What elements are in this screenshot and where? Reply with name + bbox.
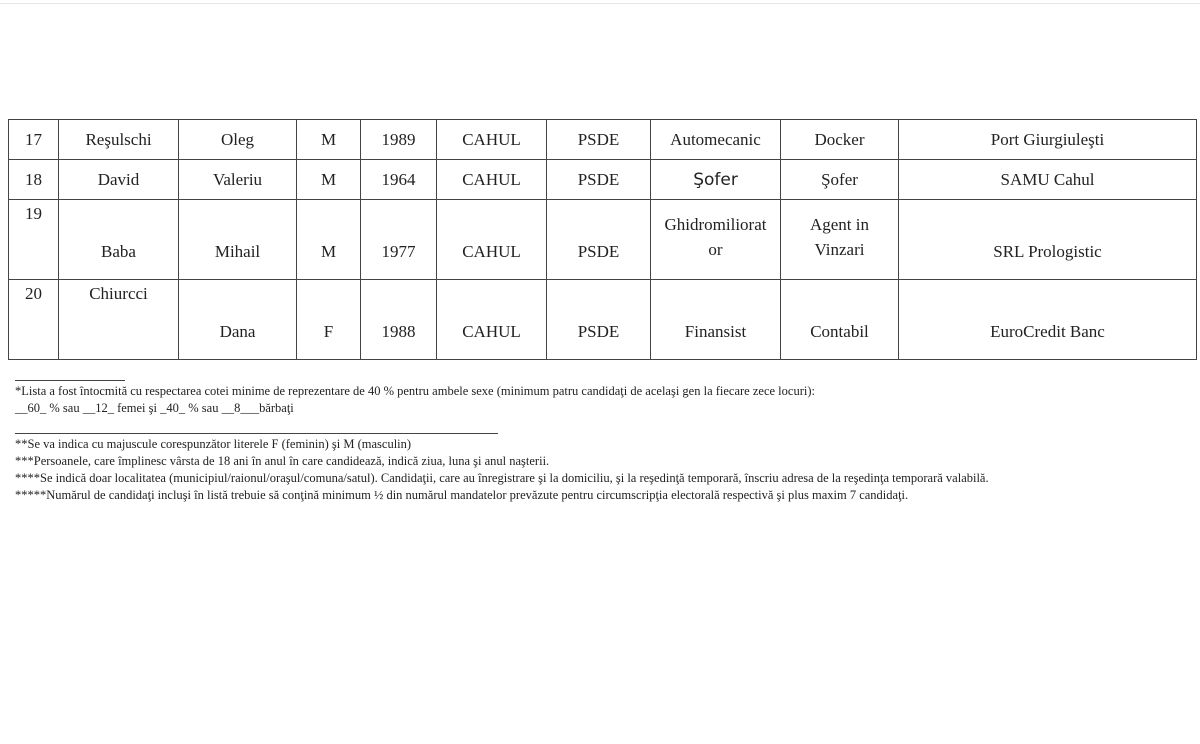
cell-party: PSDE xyxy=(547,200,651,280)
footnote-candidate-count: *****Numărul de candidaţi incluşi în listă trebuie să conţină minimum ½ din numărul mandatelor prevăzute pentru circumscripţia electorală respectivă şi plus maxim 7 candidaţi. xyxy=(15,488,909,502)
cell-last-name: David xyxy=(59,160,179,200)
cell-workplace: SAMU Cahul xyxy=(899,160,1197,200)
position-line-2: Vinzari xyxy=(814,240,865,259)
cell-position: Contabil xyxy=(781,280,899,360)
cell-profession: Automecanic xyxy=(651,120,781,160)
footnote-quota-values: __60_ % sau __12_ femei şi _40_ % sau __8___bărbaţi xyxy=(15,401,294,415)
profession-line-2: or xyxy=(708,240,723,259)
cell-party: PSDE xyxy=(547,160,651,200)
cell-position xyxy=(781,200,899,280)
cell-birth-year: 1989 xyxy=(361,120,437,160)
cell-profession: Şofer xyxy=(651,160,781,200)
cell-workplace: SRL Prologistic xyxy=(899,200,1197,280)
cell-first-name: Mihail xyxy=(179,200,297,280)
cell-party: PSDE xyxy=(547,120,651,160)
cell-profession xyxy=(651,200,781,280)
footnotes xyxy=(15,380,1163,504)
footnote-quota: *Lista a fost întocmită cu respectarea cotei minime de reprezentare de 40 % pentru ambele sexe (minimum patru candidaţi de acelaşi gen la fiecare zece locuri): xyxy=(15,384,815,398)
cell-nr: 17 xyxy=(9,120,59,160)
cell-birth-year: 1988 xyxy=(361,280,437,360)
cell-first-name: Oleg xyxy=(179,120,297,160)
cell-nr: 18 xyxy=(9,160,59,200)
cell-party: PSDE xyxy=(547,280,651,360)
cell-locality: CAHUL xyxy=(437,120,547,160)
cell-locality: CAHUL xyxy=(437,160,547,200)
footnote-rule xyxy=(15,380,125,381)
footnote-sex: **Se va indica cu majuscule corespunzător literele F (feminin) şi M (masculin) xyxy=(15,437,412,451)
cell-workplace: Port Giurgiuleşti xyxy=(899,120,1197,160)
cell-profession: Finansist xyxy=(651,280,781,360)
cell-nr: 20 xyxy=(9,280,59,360)
cell-workplace: EuroCredit Banc xyxy=(899,280,1197,360)
cell-sex: F xyxy=(297,280,361,360)
table-row xyxy=(9,120,1197,160)
table-row xyxy=(9,200,1197,280)
candidates-table xyxy=(8,119,1197,360)
cell-position: Şofer xyxy=(781,160,899,200)
cell-nr: 19 xyxy=(9,200,59,280)
cell-last-name: Baba xyxy=(59,200,179,280)
position-line-1: Agent in xyxy=(809,215,870,234)
footnote-locality: ****Se indică doar localitatea (municipiul/raionul/oraşul/comuna/satul). Candidaţii, care au înregistrare şi la domiciliu, şi la reşedinţă temporară, înscriu adresa de la reşedinţa temporară valabilă. xyxy=(15,471,989,485)
cell-locality: CAHUL xyxy=(437,280,547,360)
footnote-rule xyxy=(15,433,498,434)
profession-line-1: Ghidromiliorat xyxy=(664,215,767,234)
cell-first-name: Dana xyxy=(179,280,297,360)
table-row xyxy=(9,160,1197,200)
cell-sex: M xyxy=(297,160,361,200)
page-top-edge xyxy=(0,3,1200,4)
table-row xyxy=(9,280,1197,360)
footnote-birthdate: ***Persoanele, care împlinesc vârsta de 18 ani în anul în care candidează, indică ziua, luna şi anul naşterii. xyxy=(15,454,550,468)
cell-last-name: Reşulschi xyxy=(59,120,179,160)
cell-birth-year: 1964 xyxy=(361,160,437,200)
cell-sex: M xyxy=(297,200,361,280)
cell-locality: CAHUL xyxy=(437,200,547,280)
cell-sex: M xyxy=(297,120,361,160)
cell-last-name: Chiurcci xyxy=(59,280,179,360)
cell-position: Docker xyxy=(781,120,899,160)
cell-birth-year: 1977 xyxy=(361,200,437,280)
cell-first-name: Valeriu xyxy=(179,160,297,200)
